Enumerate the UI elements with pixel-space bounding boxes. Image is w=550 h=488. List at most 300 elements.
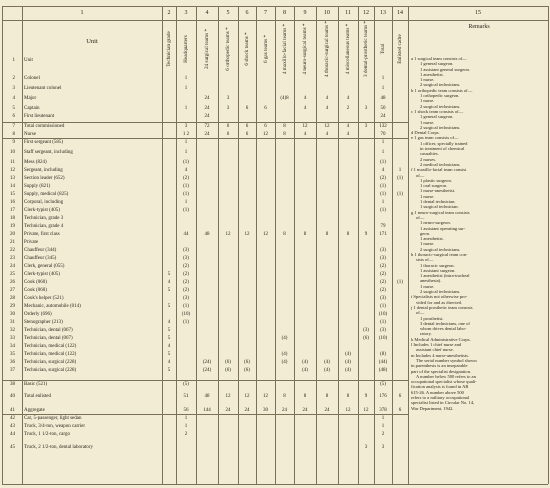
table-cell: 24 <box>302 408 308 413</box>
table-cell: 30 <box>263 408 268 413</box>
column-number: 4 <box>205 10 209 16</box>
row-number: 7 <box>12 124 15 129</box>
column-number: 14 <box>397 10 403 16</box>
row-label: Nurse <box>24 132 36 137</box>
row-label: Orderly (696) <box>24 312 52 317</box>
row-rule <box>2 20 548 21</box>
remark-line: specialist listed in Circular No. 14, <box>411 400 475 406</box>
table-cell: 6 <box>264 124 267 129</box>
remark-line: 3 dental technicians, one of <box>420 320 470 326</box>
remark-line: f 1 maxillo-facial team consist <box>411 167 467 173</box>
row-number: 42 <box>10 416 15 421</box>
column-header-text: 3 dental-prosthetic teams * <box>363 20 369 78</box>
table-cell: (5) <box>380 382 386 387</box>
row-number: 25 <box>10 272 15 277</box>
table-cell: (6) <box>244 368 250 373</box>
column-header <box>275 22 294 76</box>
remark-line: 2 surgical technicians. <box>420 82 461 88</box>
remark-line: 2 surgical technicians. <box>420 103 461 109</box>
table-cell: (1) <box>380 160 386 165</box>
table-cell: 1 <box>184 86 188 91</box>
column-number: 3 <box>184 10 188 16</box>
table-cell: (8) <box>380 352 386 357</box>
table-cell: (2) <box>183 264 189 269</box>
column-header <box>358 22 374 76</box>
remark-line: in parenthesis is an inseparable <box>411 363 468 369</box>
table-cell: (1) <box>183 160 189 165</box>
table-cell: 24 <box>282 408 287 413</box>
row-number: 29 <box>10 304 15 309</box>
table-cell: (3) <box>183 248 189 253</box>
remark-line: ratory. <box>420 331 432 337</box>
table-cell: 72 <box>204 124 210 129</box>
row-number: 9 <box>12 140 15 145</box>
table-cell: 24 <box>204 106 210 111</box>
remark-line: 1 anesthetist (intra-tracheal <box>420 273 470 279</box>
row-number: 43 <box>10 424 15 429</box>
column-header <box>218 22 238 76</box>
table-cell: 1 <box>381 424 385 429</box>
table-cell: 56 <box>183 408 189 413</box>
table-cell: 4 <box>346 96 350 101</box>
table-cell: 5 <box>167 328 171 333</box>
table-cell: (10) <box>181 312 191 317</box>
column-header <box>294 22 316 76</box>
row-label: Lieutenant colonel <box>24 86 62 91</box>
table-cell: 24 <box>380 114 386 119</box>
table-cell: (1) <box>380 208 386 213</box>
table-cell: (3) <box>380 256 386 261</box>
column-header-text: Technician grade <box>166 31 172 67</box>
remark-line: 1 surgical technician. <box>420 204 459 210</box>
column-header <box>374 22 392 76</box>
table-cell: 3 <box>226 106 230 111</box>
table-cell: 1 <box>184 106 188 111</box>
table-cell: (3) <box>380 296 386 301</box>
remark-line: m Includes 4 nurse-anesthetists. <box>411 352 470 358</box>
row-label: Clerk-typist (405) <box>24 208 60 213</box>
row-number: 37 <box>10 368 15 373</box>
row-number: 5 <box>12 106 15 111</box>
row-number: 2 <box>12 76 15 81</box>
row-number: 28 <box>10 296 15 301</box>
column-header-text: 4 thoracic-surgical teams * <box>324 21 330 77</box>
table-cell: 2 <box>381 432 385 437</box>
column-header <box>176 22 196 76</box>
row-label: Supply, medical (825) <box>24 192 69 197</box>
table-cell: 5 <box>167 288 171 293</box>
table-cell: 176 <box>379 394 387 399</box>
remark-line: 1 assistant operating sur- <box>420 225 466 231</box>
remark-line: j 1 dental prosthetic team consists <box>411 304 473 310</box>
table-cell: (6) <box>363 336 369 341</box>
row-number: 8 <box>12 132 15 137</box>
table-cell: 12 <box>225 394 231 399</box>
table-cell: 79 <box>380 224 386 229</box>
row-label: Corporal, including <box>24 200 64 205</box>
table-cell: 4 <box>325 132 329 137</box>
table-cell: 3 <box>364 445 368 450</box>
remark-line: 1 general surgeon. <box>420 114 454 120</box>
remark-line: 1 nurse. <box>420 119 435 125</box>
row-label: Mess (824) <box>24 160 47 165</box>
column-number: 5 <box>226 10 230 16</box>
table-cell: (2) <box>183 176 189 181</box>
table-cell: (4) <box>281 352 288 357</box>
remark-line: 1 nurse-anesthetist. <box>420 188 456 194</box>
table-cell: (2) <box>183 280 189 285</box>
remarks-column <box>411 56 547 411</box>
remark-line: 2 surgical technicians. <box>420 124 461 130</box>
remark-line: 1 dental technician. <box>420 199 456 205</box>
table-cell: 378 <box>379 408 387 413</box>
row-label: Sergeant, including <box>24 168 63 173</box>
row-label: First lieutenant <box>24 114 55 119</box>
row-label: Mechanic, automobile (014) <box>24 304 81 309</box>
row-label: Technician, grade 4 <box>24 224 64 229</box>
table-cell: 24 <box>204 96 210 101</box>
table-cell: 12 <box>363 408 369 413</box>
table-cell: 4 <box>325 96 329 101</box>
row-label: Basic (521) <box>24 382 48 387</box>
remark-line: g 1 neuro-surgical team consists <box>411 209 470 215</box>
table-cell: 4 <box>303 96 307 101</box>
column-header-text: 6 gas teams * <box>262 34 269 64</box>
table-cell: 2 <box>184 432 188 437</box>
row-number: 33 <box>10 336 15 341</box>
row-label: Technician, surgical (228) <box>24 360 77 365</box>
table-cell: 5 <box>167 304 171 309</box>
table-cell: 24 <box>324 408 330 413</box>
row-number: 20 <box>10 232 15 237</box>
table-cell: (4) <box>324 360 330 365</box>
row-number: 31 <box>10 320 15 325</box>
table-cell: (2) <box>380 264 386 269</box>
table-cell: 4 <box>303 106 307 111</box>
table-cell: (4) <box>345 352 351 357</box>
table-cell: 3 <box>226 96 230 101</box>
remark-line: part of the specialist designation. <box>411 368 471 374</box>
remark-line: 2 surgical technicians. <box>420 289 461 295</box>
row-label: Total enlisted <box>24 394 52 399</box>
table-cell: 5 <box>167 368 171 373</box>
remark-line: a 1 surgical team consists of— <box>411 56 467 61</box>
column-header <box>196 22 218 76</box>
row-number: 6 <box>12 114 15 119</box>
table-cell: (4) <box>345 360 351 365</box>
row-label: Staff sergeant, including <box>24 150 73 155</box>
column-header-text: Total <box>380 43 386 55</box>
column-header <box>316 22 338 76</box>
table-cell: 1 <box>184 200 188 205</box>
table-cell: 4 <box>381 168 385 173</box>
remark-line: occupational specialist whose quali- <box>411 379 477 385</box>
column-number: 11 <box>345 10 351 16</box>
table-cell: (1) <box>183 320 189 325</box>
table-cell: (3) <box>380 248 386 253</box>
row-label: Technician, surgical (228) <box>24 368 77 373</box>
column-header <box>338 22 358 76</box>
remark-line: A number below 500 refers to an <box>416 373 476 379</box>
table-cell: (4) <box>281 360 288 365</box>
row-number: 4 <box>12 96 15 101</box>
remark-line: i Specialists not otherwise pro- <box>411 294 468 300</box>
table-cell: (2) <box>380 176 386 181</box>
row-number: 34 <box>10 344 15 349</box>
row-label: Private <box>24 240 39 245</box>
remark-line: b 1 orthopedic team consists of— <box>411 87 473 93</box>
table-cell: 1 <box>184 150 188 155</box>
table-cell: 8 <box>325 394 329 399</box>
remark-line: 1 nurse. <box>420 283 435 289</box>
table-cell: (1) <box>397 176 403 181</box>
table-cell: 1 2 <box>182 132 190 137</box>
column-number: 7 <box>264 10 267 16</box>
remark-line: anesthesia). <box>420 278 442 284</box>
row-number: 3 <box>12 86 15 91</box>
row-label: Truck, 3/4-ton, weapon carrier <box>24 424 86 429</box>
row-number: 27 <box>10 288 15 293</box>
table-cell: 6 <box>264 106 267 111</box>
unit-column-header: Unit <box>86 38 98 45</box>
row-number: 32 <box>10 328 15 333</box>
table-cell: 6 <box>245 132 249 137</box>
column-number: 15 <box>475 10 481 16</box>
table-cell: 3 <box>381 445 385 450</box>
table-cell: 12 <box>244 232 250 237</box>
row-number: 24 <box>10 264 15 269</box>
table-cell: 4 <box>167 344 171 349</box>
table-cell: (48) <box>378 368 388 373</box>
remark-line: 1 plastic surgeon. <box>420 177 452 183</box>
column-header-text: 6 orthopedic teams * <box>225 27 231 71</box>
column-header <box>256 22 275 76</box>
remark-line: 1 anesthetist. <box>420 236 444 242</box>
table-cell: 8 <box>283 394 286 399</box>
table-cell: 1 <box>381 416 385 421</box>
table-cell: 8 <box>303 232 307 237</box>
row-label: Truck, 2 1/2-ton, dental laboratory <box>24 445 93 450</box>
column-number: 1 <box>80 10 84 16</box>
row-number: 19 <box>10 224 15 229</box>
column-number: 2 <box>167 10 171 16</box>
remark-line: of— <box>416 214 425 220</box>
row-label: First sergeant (585) <box>24 140 64 145</box>
table-cell: 8 <box>325 232 329 237</box>
table-cell: 6 <box>226 132 230 137</box>
row-label: Private, first class <box>24 232 60 237</box>
row-label: Cook (060) <box>24 280 47 285</box>
table-cell: 4 <box>325 106 329 111</box>
remark-line: sists of— <box>416 257 434 263</box>
table-cell: 24 <box>225 408 231 413</box>
row-number: 38 <box>10 382 15 387</box>
column-number: 10 <box>324 10 330 16</box>
remark-line: 1 anesthetist. <box>420 71 444 77</box>
table-cell: 12 <box>302 124 308 129</box>
table-cell: 6 <box>245 124 249 129</box>
remark-line: casualties. <box>420 151 439 157</box>
table-cell: 12 <box>263 394 268 399</box>
table-cell: 8 <box>346 232 350 237</box>
table-cell: 3 <box>364 124 368 129</box>
row-number: 36 <box>10 360 15 365</box>
remark-line: fication analysis is found in AR <box>411 384 469 390</box>
table-cell: (2) <box>380 288 386 293</box>
table-cell: 4 <box>303 132 307 137</box>
table-cell: (24) <box>202 360 212 365</box>
table-cell: 4 <box>346 124 350 129</box>
column-header-text: 4 miscellaneous teams * <box>345 23 351 75</box>
column-header <box>392 22 408 76</box>
row-label: Section leader (652) <box>24 176 65 181</box>
row-number: 40 <box>10 394 15 399</box>
table-cell: 24 <box>244 408 250 413</box>
row-label: Aggregate <box>24 408 45 413</box>
table-cell: 1 <box>381 140 385 145</box>
remark-line: in treatment of chemical <box>420 146 465 152</box>
table-cell: 4 <box>167 280 171 285</box>
table-cell: 44 <box>183 232 189 237</box>
table-cell: (1) <box>183 208 189 213</box>
remark-line: d Dental Corps. <box>411 130 440 136</box>
row-number: 41 <box>10 408 15 413</box>
row-number: 26 <box>10 280 15 285</box>
row-number: 11 <box>10 160 15 165</box>
remark-line: 1 oral surgeon. <box>420 183 448 189</box>
table-row <box>0 443 550 452</box>
table-cell: (5) <box>183 382 189 387</box>
table-cell: (6) <box>225 360 231 365</box>
row-label: Technician, dental (067) <box>24 336 73 341</box>
remark-line: k Medical Administrative Corps. <box>411 336 471 342</box>
table-cell: 8 <box>283 232 286 237</box>
remark-line: 1 nurse. <box>420 98 435 104</box>
table-cell: 1 <box>381 76 385 81</box>
table-cell: (3) <box>380 328 386 333</box>
row-number: 16 <box>10 200 15 205</box>
remark-line: The serial number symbol shown <box>416 357 477 363</box>
remark-line: e 1 gas team consists of— <box>411 135 459 141</box>
table-cell: 70 <box>380 132 386 137</box>
remark-line: 2 medical technicians. <box>420 161 461 167</box>
column-number: 8 <box>283 10 286 16</box>
table-cell: 12 <box>244 394 250 399</box>
table-cell: (1) <box>397 192 403 197</box>
table-cell: (1) <box>380 184 386 189</box>
table-cell: 50 <box>380 106 386 111</box>
table-cell: 12 <box>263 232 268 237</box>
column-header-text: 6 shock teams * <box>244 32 250 66</box>
column-header-text: 4 neuro-surgical teams * <box>302 23 308 75</box>
row-label: Major <box>24 96 37 101</box>
table-cell: 24 <box>204 114 210 119</box>
row-label: Chauffeur (344) <box>24 248 57 253</box>
table-cell: (1) <box>183 184 189 189</box>
row-label: Colonel <box>24 76 40 81</box>
table-cell: 9 <box>364 232 368 237</box>
remark-line: War Department, 1942. <box>411 405 454 411</box>
row-number: 18 <box>10 216 15 221</box>
row-number: 23 <box>10 256 15 261</box>
table-cell: 8 <box>283 124 286 129</box>
remark-line: 1 nurse. <box>420 241 435 247</box>
table-cell: 2 <box>346 106 350 111</box>
row-number: 22 <box>10 248 15 253</box>
table-cell: 12 <box>225 232 231 237</box>
table-cell: (3) <box>183 256 189 261</box>
table-cell: 171 <box>379 232 387 237</box>
row-label: Stenographer (213) <box>24 320 63 325</box>
table-cell: (1) <box>397 280 403 285</box>
row-number: 45 <box>10 445 15 450</box>
remark-line: of— <box>416 310 425 316</box>
table-cell: 4 <box>346 132 350 137</box>
table-cell: (44) <box>378 360 388 365</box>
row-label: Total commissioned <box>24 124 65 129</box>
table-cell: 1 <box>184 76 188 81</box>
table-cell: 24 <box>204 132 210 137</box>
table-cell: 8 <box>303 394 307 399</box>
table-cell: 6 <box>245 106 249 111</box>
remark-line: 615-26. A number above 500 <box>411 389 464 395</box>
column-number: 6 <box>245 10 249 16</box>
table-cell: 144 <box>203 408 211 413</box>
table-cell: (2) <box>183 272 189 277</box>
column-header <box>238 22 256 76</box>
row-number: 1 <box>12 58 15 63</box>
remark-line: assistant chief nurse. <box>416 347 454 353</box>
table-cell: (24) <box>202 368 212 373</box>
table-cell: 8 <box>346 394 350 399</box>
row-label: Captain <box>24 106 40 111</box>
row-number: 35 <box>10 352 15 357</box>
row-number: 15 <box>10 192 15 197</box>
remark-line: geon. <box>420 230 430 236</box>
table-cell: (10) <box>378 312 388 317</box>
table-cell: 6 <box>226 124 230 129</box>
remark-line: 1 general surgeon. <box>420 61 454 67</box>
table-cell: 4 <box>167 360 171 365</box>
row-label: Clerk, general (055) <box>24 264 65 269</box>
remark-line: 1 nurse. <box>420 77 435 83</box>
row-number: 10 <box>10 150 15 155</box>
remark-line: vided for and as directed. <box>416 299 463 305</box>
table-cell: (1) <box>380 192 386 197</box>
remark-line: c 1 shock team consists of— <box>411 108 464 114</box>
table-cell: 3 <box>184 124 188 129</box>
table-cell: 6 <box>398 394 402 399</box>
remark-line: 1 assistant surgeon. <box>420 267 456 273</box>
remark-line: 2 nurses. <box>420 156 437 162</box>
table-cell: 1 <box>398 168 402 173</box>
table-cell: (2) <box>183 288 189 293</box>
remark-line: h 1 thoracic-surgical team con- <box>411 251 468 257</box>
table-row <box>0 430 550 439</box>
table-cell: (1) <box>183 192 189 197</box>
row-number: 12 <box>10 168 15 173</box>
row-label: Cook (060) <box>24 288 47 293</box>
table-cell: 132 <box>379 124 387 129</box>
row-label: Cook's helper (521) <box>24 296 64 301</box>
table-cell: (1) <box>380 320 386 325</box>
row-label: Technician, dental (067) <box>24 328 73 333</box>
table-cell: (1) <box>380 304 386 309</box>
remark-line: 1 assistant general surgeon. <box>420 66 470 72</box>
table-cell: (4) <box>302 360 308 365</box>
table-cell: (4) <box>345 368 351 373</box>
table-cell: (6) <box>225 368 231 373</box>
